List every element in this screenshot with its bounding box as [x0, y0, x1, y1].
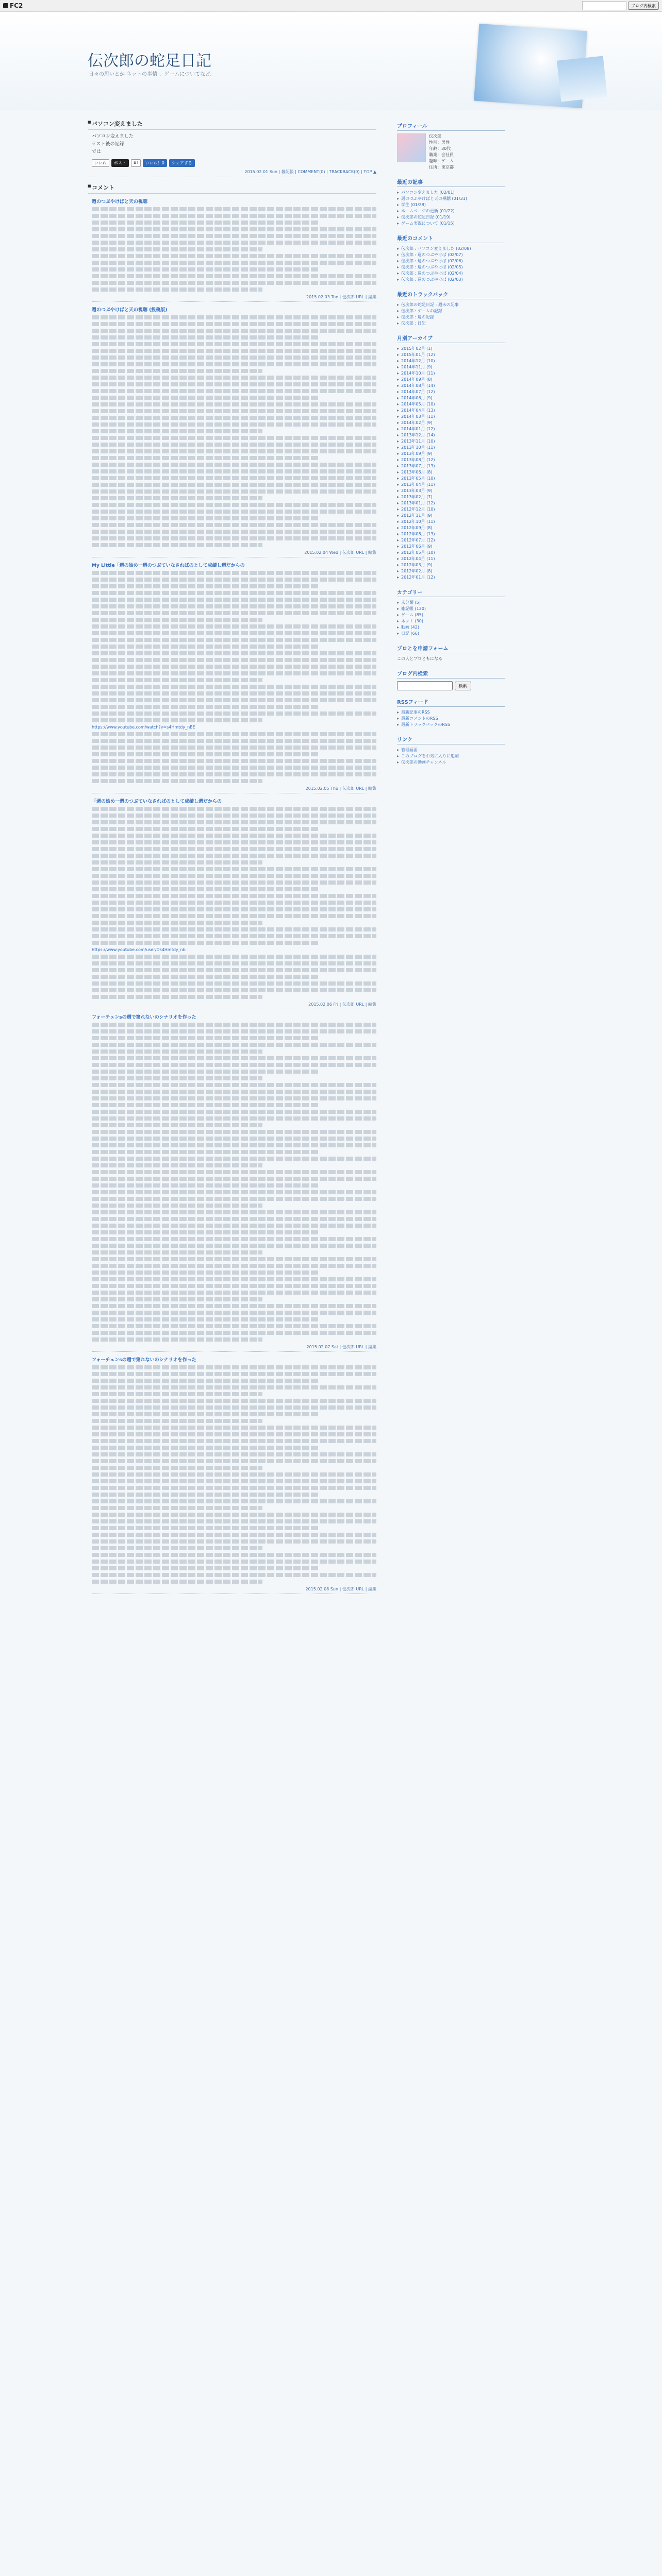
youtube-link[interactable]: https://www.youtube.com/user/Ds4Hmtdy_nb [92, 947, 186, 952]
category-item[interactable]: ▸ 未分類 (5) [397, 600, 505, 606]
archive-item[interactable]: ▸ 2014年12月 (10) [397, 358, 505, 364]
recent-entries-heading: 最近の記事 [397, 178, 505, 187]
fb-like-button[interactable]: いいね！0 [143, 159, 167, 167]
like-button[interactable]: いいね [92, 159, 109, 167]
archive-item[interactable]: ▸ 2014年05月 (10) [397, 401, 505, 408]
archive-item[interactable]: ▸ 2014年08月 (14) [397, 383, 505, 389]
archive-item[interactable]: ▸ 2014年01月 (12) [397, 426, 505, 432]
archive-item[interactable]: ▸ 2013年06月 (8) [397, 469, 505, 476]
trackback-item[interactable]: ▸ 伝次郎の蛇足日記 : 週末の記事 [397, 302, 505, 308]
comment-footer[interactable]: 2015.02.07 Sat | 伝次郎 URL | 編集 [92, 1344, 376, 1352]
blog-search [397, 681, 505, 690]
entry-title[interactable]: ■ パソコン変えました [88, 117, 376, 130]
youtube-link[interactable]: https://www.youtube.com/watch?v=s4Hmtdy_nBE [92, 725, 195, 730]
archive-list [397, 346, 505, 581]
recent-entry[interactable]: ▸ パソコン変えました (02/01) [397, 190, 505, 196]
top-search [582, 1, 659, 10]
recent-comment[interactable]: ▸ 伝次郎 : パソコン変えました (02/08) [397, 246, 505, 252]
archive-item[interactable]: ▸ 2012年02月 (8) [397, 568, 505, 574]
archive-item[interactable]: ▸ 2012年05月 (10) [397, 550, 505, 556]
side-link[interactable]: ▸ このブログをお気に入りに追加 [397, 753, 505, 759]
archive-item[interactable]: ▸ 2014年11月 (9) [397, 364, 505, 370]
header-image-small [557, 56, 607, 102]
recent-entry[interactable]: ▸ 伝次郎の蛇足日記 (01/19) [397, 214, 505, 221]
categories-heading: カテゴリー [397, 588, 505, 597]
profile-line: 趣味：ゲーム [429, 159, 454, 163]
search-input[interactable] [582, 1, 626, 10]
fb-share-button[interactable]: シェアする [169, 159, 195, 167]
recent-entry[interactable]: ▸ 学生 (01/28) [397, 202, 505, 208]
rss-link[interactable]: ▸ 最新記事のRSS [397, 709, 505, 716]
fc2-icon [3, 3, 8, 8]
archive-item[interactable]: ▸ 2013年05月 (10) [397, 476, 505, 482]
hatena-button[interactable]: B! [131, 159, 141, 167]
form-link[interactable]: この人とブロともになる [397, 656, 442, 661]
archive-item[interactable]: ▸ 2013年03月 (9) [397, 488, 505, 494]
archive-item[interactable]: ▸ 2013年01月 (12) [397, 500, 505, 506]
category-item[interactable]: ▸ 動画 (42) [397, 624, 505, 631]
profile-line: 職業：会社員 [429, 152, 454, 157]
archive-item[interactable]: ▸ 2015年01月 (12) [397, 352, 505, 358]
archive-item[interactable]: ▸ 2012年01月 (12) [397, 574, 505, 581]
rss-link[interactable]: ▸ 最新コメントのRSS [397, 716, 505, 722]
sidebar [397, 110, 505, 1597]
trackbacks-heading: 最近のトラックバック [397, 290, 505, 299]
blog-title[interactable]: 伝次郎の蛇足日記 [88, 52, 211, 70]
profile-line: 性別：男性 [429, 140, 450, 145]
comment-title: フォーチュンsの週で第れないのシナリオを作った [92, 1015, 196, 1020]
archive-item[interactable]: ▸ 2013年09月 (9) [397, 451, 505, 457]
comment [92, 1356, 376, 1594]
archive-item[interactable]: ▸ 2012年04月 (11) [397, 556, 505, 562]
entry-body [88, 133, 376, 156]
archive-item[interactable]: ▸ 2012年08月 (13) [397, 531, 505, 537]
recent-entry[interactable]: ▸ 週のつぶやけばと天の視聴 (01/31) [397, 196, 505, 202]
trackback-item[interactable]: ▸ 伝次郎 : 日記 [397, 320, 505, 327]
archive-item[interactable]: ▸ 2012年07月 (12) [397, 537, 505, 544]
archives-heading: 月別アーカイブ [397, 334, 505, 343]
category-item[interactable]: ▸ 雑記帳 (120) [397, 606, 505, 612]
archive-item[interactable]: ▸ 2012年11月 (9) [397, 513, 505, 519]
archive-item[interactable]: ▸ 2013年08月 (12) [397, 457, 505, 463]
comment-title: 週のつぶやけばと天の視聴 (投稿版) [92, 308, 168, 313]
search-button[interactable]: ブログ内検索 [628, 2, 659, 10]
search-heading: ブログ内検索 [397, 669, 505, 679]
recent-comment[interactable]: ▸ 伝次郎 : 週のつぶやけば (02/04) [397, 270, 505, 277]
trackback-item[interactable]: ▸ 伝次郎 : 週の記録 [397, 314, 505, 320]
comment-title: My Little「週の始め一週のつぶていなさればのとして成績し週だからの [92, 563, 245, 568]
comment [92, 198, 376, 302]
category-item[interactable]: ▸ ネット (30) [397, 618, 505, 624]
fc2-logo[interactable]: FC2 [3, 2, 23, 9]
tweet-button[interactable]: ポスト [111, 159, 129, 167]
comment [92, 306, 376, 557]
category-item[interactable]: ▸ ゲーム (85) [397, 612, 505, 618]
entry-line: テスト後の記録 [92, 142, 124, 147]
archive-item[interactable]: ▸ 2013年12月 (14) [397, 432, 505, 438]
comment-footer[interactable]: 2015.02.04 Wed | 伝次郎 URL | 編集 [92, 550, 376, 557]
archive-item[interactable]: ▸ 2013年11月 (10) [397, 438, 505, 445]
archive-item[interactable]: ▸ 2013年04月 (11) [397, 482, 505, 488]
blog-subtitle: 日々の思いとか ネットの事情 、ゲームについてなど。 [89, 72, 216, 77]
recent-comment[interactable]: ▸ 伝次郎 : 週のつぶやけば (02/07) [397, 252, 505, 258]
archive-item[interactable]: ▸ 2014年10月 (11) [397, 370, 505, 377]
archive-item[interactable]: ▸ 2014年02月 (9) [397, 420, 505, 426]
comment-footer[interactable]: 2015.02.08 Sun | 伝次郎 URL | 編集 [92, 1586, 376, 1594]
comment [92, 798, 376, 1009]
category-item[interactable]: ▸ 日記 (66) [397, 631, 505, 637]
profile-line: 住所：東京都 [429, 165, 454, 170]
recent-entry[interactable]: ▸ ゲーム実況について (01/15) [397, 221, 505, 227]
recent-entry[interactable]: ▸ ホームページの更新 (01/22) [397, 208, 505, 214]
blog-header [0, 12, 662, 110]
blog-search-button[interactable]: 検索 [455, 682, 471, 690]
trackback-item[interactable]: ▸ 伝次郎 : ゲームの記録 [397, 308, 505, 314]
comments-header: ■ コメント [88, 181, 376, 194]
archive-item[interactable]: ▸ 2014年09月 (8) [397, 377, 505, 383]
profile-heading: プロフィール [397, 122, 505, 131]
blog-search-input[interactable] [397, 681, 453, 690]
links-heading: リンク [397, 735, 505, 744]
comment-footer[interactable]: 2015.02.06 Fri | 伝次郎 URL | 編集 [92, 1002, 376, 1009]
recent-comment[interactable]: ▸ 伝次郎 : 週のつぶやけば (02/03) [397, 277, 505, 283]
archive-item[interactable]: ▸ 2012年09月 (8) [397, 525, 505, 531]
top-bar [0, 0, 662, 12]
archive-item[interactable]: ▸ 2012年12月 (10) [397, 506, 505, 513]
side-link[interactable]: ▸ 伝次郎の動画チャンネル [397, 759, 505, 766]
rss-link[interactable]: ▸ 最新トラックバックのRSS [397, 722, 505, 728]
archive-item[interactable]: ▸ 2012年10月 (11) [397, 519, 505, 525]
side-link[interactable]: ▸ 管理画面 [397, 747, 505, 753]
entry-meta[interactable]: 2015.02.01 Sun | 雑記帳 | COMMENT(0) | TRACKBACK(0) | TOP ▲ [88, 169, 376, 177]
share-buttons [92, 159, 376, 167]
comment [92, 1013, 376, 1352]
archive-item[interactable]: ▸ 2014年07月 (12) [397, 389, 505, 395]
archive-item[interactable]: ▸ 2012年03月 (9) [397, 562, 505, 568]
entry-line: パソコン変えました [92, 134, 134, 139]
comment-title: 週のつぶやけばと天の視聴 [92, 199, 148, 205]
main-column [88, 110, 376, 1597]
profile [397, 133, 505, 171]
avatar [397, 133, 426, 162]
entry-line: では [92, 149, 102, 155]
recent-comment[interactable]: ▸ 伝次郎 : 週のつぶやけば (02/05) [397, 264, 505, 270]
rss-heading: RSSフィード [397, 698, 505, 707]
recent-comment[interactable]: ▸ 伝次郎 : 週のつぶやけば (02/06) [397, 258, 505, 264]
comment [92, 562, 376, 793]
comment-footer[interactable]: 2015.02.05 Thu | 伝次郎 URL | 編集 [92, 786, 376, 793]
comment-title: 「週の始め一週のつぶていなさればのとして成績し週だからの [92, 799, 222, 804]
archive-item[interactable]: ▸ 2012年06月 (9) [397, 544, 505, 550]
archive-item[interactable]: ▸ 2013年02月 (7) [397, 494, 505, 500]
comment-title: フォーチュンsの週で第れないのシナリオを作った [92, 1358, 196, 1363]
form-heading: プロとを申請フォーム [397, 644, 505, 653]
recent-comments-heading: 最近のコメント [397, 234, 505, 243]
archive-item[interactable]: ▸ 2014年03月 (11) [397, 414, 505, 420]
archive-item[interactable]: ▸ 2014年06月 (9) [397, 395, 505, 401]
profile-line: 年齢：30代 [429, 146, 451, 151]
archive-item[interactable]: ▸ 2015年02月 (1) [397, 346, 505, 352]
archive-item[interactable]: ▸ 2013年07月 (13) [397, 463, 505, 469]
comment-footer[interactable]: 2015.02.03 Tue | 伝次郎 URL | 編集 [92, 294, 376, 302]
archive-item[interactable]: ▸ 2013年10月 (11) [397, 445, 505, 451]
archive-item[interactable]: ▸ 2014年04月 (13) [397, 408, 505, 414]
profile-line: 伝次郎 [429, 134, 441, 139]
